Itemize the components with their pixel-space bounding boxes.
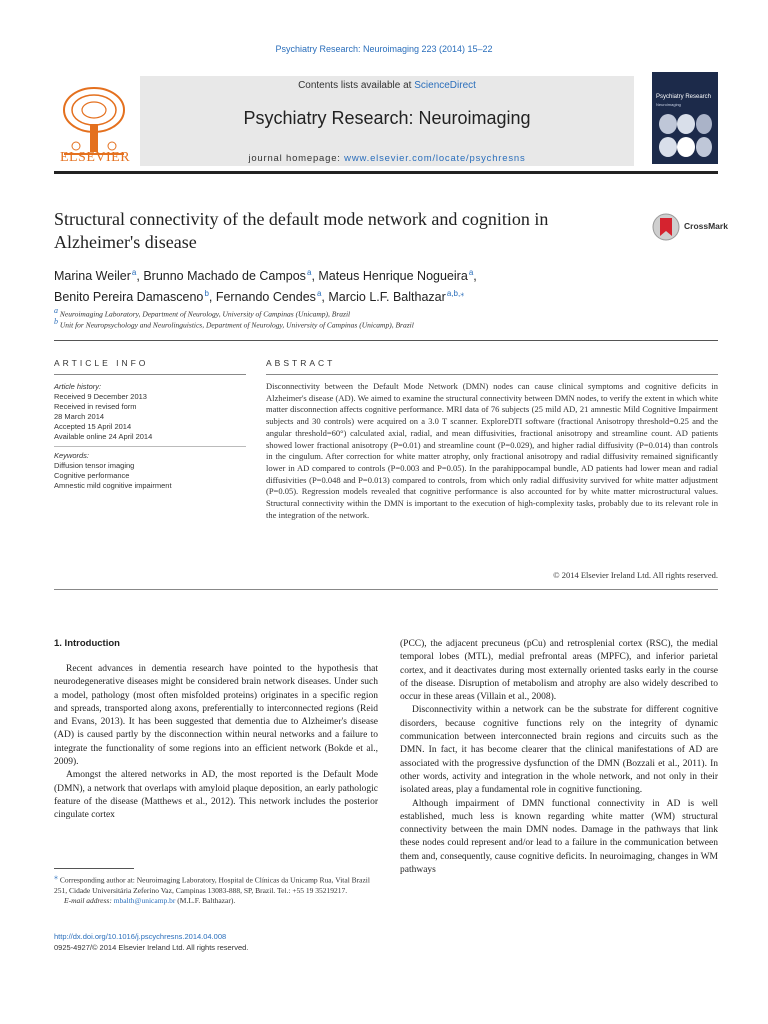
journal-title: Psychiatry Research: Neuroimaging: [243, 108, 531, 128]
crossmark-icon: [652, 212, 680, 242]
email-link[interactable]: mbalth@unicamp.br: [113, 896, 176, 906]
abstract-text: Disconnectivity between the Default Mode Network (DMN) nodes can cause clinical symptoms and cognitive deficits in Alzheimer's disease (AD). We aimed to examine the structural connectivity between DMN nodes, to verify the extent in which white matter disconnection affects cognitive performance. MRI data of 76 subjects (25 mild AD, 21 amnestic Mild Cognitive Impairment subjects and 30 controls) were acquired on a 3.0 T scanner. ExploreDTI software (fractional Anisotropy threshold=0.25 and the angular threshold=60°) calculated axial, radial, and mean diffusivities, fractional anisotropy and streamline count. AD patients showed lower fractional anisotropy (P=0.01) and streamline count (P=0.029), and higher radial diffusivity (P=0.014) than controls in the cingulum. After correction for white matter atrophy, only fractional anisotropy and radial diffusivity remained significantly lower in AD compared to controls (P=0.003 and P=0.05). In the parahippocampal bundle, AD patients had lower mean and radial diffusivities (P=0.048 and P=0.013) compared to controls, from which only radial diffusivity survived for white matter adjustment (P=0.05). Regression models revealed that cognitive performance is also accounted for by white matter microstructural values. Structural connectivity within the DMN is important to the execution of high-complexity tasks, probably due to its relevant role in the integration of the network.: [266, 381, 718, 520]
author-separator: ,: [208, 290, 216, 305]
info-separator: [54, 446, 246, 447]
article-title: Structural connectivity of the default mode network and cognition in Alzheimer's disease: [54, 209, 549, 252]
author-name[interactable]: Marina Weiler: [54, 269, 131, 284]
author-separator: ,: [311, 269, 319, 284]
journal-homepage: [140, 153, 634, 164]
crossmark-label: CrossMark: [684, 221, 728, 231]
history-item: Received 9 December 2013: [54, 392, 147, 401]
homepage-prefix: journal homepage:: [248, 153, 345, 164]
author-name[interactable]: Benito Pereira Damasceno: [54, 290, 204, 305]
doi-link[interactable]: http://dx.doi.org/10.1016/j.pscychresns.2014.04.008: [54, 932, 227, 941]
keyword: Diffusion tensor imaging: [54, 461, 135, 470]
author-affiliation-mark[interactable]: a: [131, 268, 137, 277]
crossmark-badge[interactable]: [652, 212, 728, 242]
header-divider: [54, 340, 718, 341]
author-separator: ,: [136, 269, 144, 284]
article-info-rule: [54, 374, 246, 375]
author-affiliation-mark[interactable]: b: [204, 289, 209, 299]
author-affiliation-mark[interactable]: a: [306, 268, 312, 277]
journal-reference[interactable]: Psychiatry Research: Neuroimaging 223 (2014) 15–22: [275, 44, 493, 54]
history-item: 28 March 2014: [54, 412, 105, 421]
doi-block: [54, 932, 378, 953]
abstract-rule: [266, 374, 718, 375]
body-paragraph: Recent advances in dementia research have pointed to the hypothesis that neurodegenerative diseases might be considered brain network diseases. Under such a model, pathology (most often misfolded proteins) originates in a specific region and spreads, transported along axons, preferentially to interconnected regions (Reid and Evans, 2013). It has been suggested that dementia due to Alzheimer's disease (AD) is caused partly by the disconnection within neural networks and a failure to integrate the functionality of some regions into an efficient network (Bokde et al., 2009).: [54, 664, 378, 768]
masthead-rule: [54, 171, 718, 174]
author-list: [54, 264, 654, 306]
body-paragraph: Amongst the altered networks in AD, the most reported is the Default Mode (DMN), a network that overlaps with amyloid plaque deposition, an early pathologic feature of the disease (Matthews et al., 2012). This network includes the posterior cingulate cortex: [54, 770, 378, 821]
keyword: Amnestic mild cognitive impairment: [54, 481, 172, 490]
corresponding-author-footnote: [54, 872, 378, 906]
author-separator: ,: [473, 269, 477, 284]
cover-subtitle: Neuroimaging: [656, 102, 681, 107]
author-separator: ,: [321, 290, 329, 305]
cover-title: Psychiatry Research: [656, 94, 712, 100]
right-column: [400, 638, 718, 877]
footnote-text: Corresponding author at: Neuroimaging Laboratory, Hospital de Clínicas da Unicamp Rua, Vital Brazil 251, Cidade Universitária Zeferino Vaz, Campinas 13083-888, SP, Brazil. Tel.: +55 19 35219217.: [54, 875, 370, 895]
brain-scans-image: [656, 112, 714, 160]
masthead: [54, 72, 718, 168]
email-label: E-mail address:: [64, 896, 114, 906]
article-info-heading: ARTICLE INFO: [54, 358, 149, 368]
keyword: Cognitive performance: [54, 471, 130, 480]
abstract-copyright: © 2014 Elsevier Ireland Ltd. All rights reserved.: [553, 570, 718, 580]
history-label: Article history:: [54, 382, 102, 391]
corresponding-author-mark[interactable]: ⁎: [460, 289, 465, 299]
history-item: Received in revised form: [54, 402, 137, 411]
article-info-panel: [54, 382, 246, 491]
homepage-link[interactable]: www.elsevier.com/locate/psychresns: [344, 153, 526, 164]
author-name[interactable]: Marcio L.F. Balthazar: [328, 290, 446, 305]
body-paragraph: Disconnectivity within a network can be the substrate for different cognitive disorders, because cognitive functions rely on the integrity of dynamic communication between interconnected brain regions and circuits such as the DMN. In fact, it has become clearer that the clinical manifestations of AD are associated with the progressive dysfunction of the DMN (Bozzali et al., 2011). In other words, activity and integration in the whole network, and not only in their isolated areas, play a fundamental role in cognitive functioning.: [400, 705, 718, 796]
affiliation-mark: a: [54, 306, 58, 315]
body-paragraph: (PCC), the adjacent precuneus (pCu) and retrosplenial cortex (RSC), the medial temporal lobes (MTL), medial prefrontal areas (MPFC), and inferior parietal cortex, and it deactivates during most externally oriented tasks early in the course of the disease. Disruption of metabolism and atrophy are also widely described to occur in these areas (Villain et al., 2008).: [400, 639, 718, 703]
issn-copyright: 0925-4927/© 2014 Elsevier Ireland Ltd. All rights reserved.: [54, 942, 249, 952]
affiliation-b: [54, 317, 654, 330]
abstract-bottom-rule: [54, 589, 718, 590]
affiliation-text: Neuroimaging Laboratory, Department of Neurology, University of Campinas (Unicamp), Brazil: [59, 309, 351, 319]
footnote-rule: [54, 868, 134, 869]
author-name[interactable]: Mateus Henrique Nogueira: [318, 269, 468, 284]
journal-cover-thumbnail: [652, 72, 718, 164]
abstract-heading: ABSTRACT: [266, 358, 336, 368]
author-affiliation-mark[interactable]: a,b,⁎: [446, 289, 465, 299]
affiliation-mark: b: [54, 317, 58, 326]
author-affiliation-mark[interactable]: a: [468, 268, 474, 277]
left-column: [54, 663, 378, 823]
body-paragraph: Although impairment of DMN functional connectivity in AD is well established, much less is known regarding white matter (WM) structural connectivity between the main DMN nodes. Damage in the pathways that link these nodes could represent and/or lead to a failure in the communication between them and, consequently, cause cognitive deficits. In neuroimaging, changes in WM pathways: [400, 798, 718, 876]
introduction-heading: 1. Introduction: [54, 638, 120, 649]
footnote-mark: ⁎: [54, 872, 58, 881]
email-suffix: (M.L.F. Balthazar).: [175, 896, 236, 906]
history-item: Accepted 15 April 2014: [54, 422, 132, 431]
author-affiliation-mark[interactable]: a: [316, 289, 322, 299]
history-item: Available online 24 April 2014: [54, 432, 153, 441]
keywords-label: Keywords:: [54, 451, 90, 460]
contents-prefix: Contents lists available at: [298, 80, 415, 91]
affiliation-text: Unit for Neuropsychology and Neurolinguistics, Department of Neurology, University of Campinas (Unicamp), Brazil: [59, 320, 414, 330]
author-name[interactable]: Brunno Machado de Campos: [143, 269, 306, 284]
sciencedirect-link[interactable]: ScienceDirect: [414, 80, 476, 91]
author-name[interactable]: Fernando Cendes: [215, 290, 316, 305]
journal-banner: [140, 76, 634, 166]
publisher-name: ELSEVIER: [59, 150, 131, 165]
contents-line: [140, 80, 634, 91]
